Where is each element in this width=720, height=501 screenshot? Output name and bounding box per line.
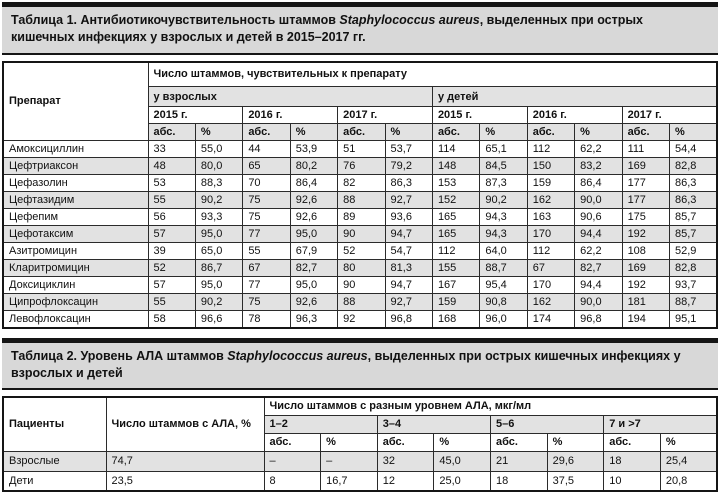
table1-adults-year-2016: 2016 г. xyxy=(243,107,338,124)
value-cell: 169 xyxy=(622,158,669,175)
value-cell: 57 xyxy=(148,277,195,294)
value-cell: 155 xyxy=(432,260,479,277)
value-cell: 53,7 xyxy=(385,141,432,158)
value-cell: 170 xyxy=(527,277,574,294)
value-cell: 94,3 xyxy=(480,209,527,226)
value-cell: 55 xyxy=(243,243,290,260)
table1-row xyxy=(3,158,717,175)
value-cell: 67 xyxy=(527,260,574,277)
value-cell: 159 xyxy=(432,294,479,311)
patient-group-cell: Взрослые xyxy=(3,451,106,471)
drug-name-cell: Цефтриаксон xyxy=(3,158,148,175)
ala-percent-cell: 23,5 xyxy=(106,471,264,491)
table1-row xyxy=(3,192,717,209)
table2-range-5-6: 5–6 xyxy=(491,415,604,433)
value-cell: 86,3 xyxy=(385,175,432,192)
table1-row xyxy=(3,175,717,192)
value-cell: 90,0 xyxy=(575,294,622,311)
drug-name-cell: Ципрофлоксацин xyxy=(3,294,148,311)
value-cell: 25,4 xyxy=(660,451,717,471)
table1-children-year-2016: 2016 г. xyxy=(527,107,622,124)
value-cell: 95,0 xyxy=(195,277,242,294)
value-cell: 168 xyxy=(432,311,479,328)
pct-header: % xyxy=(290,124,337,141)
value-cell: 96,3 xyxy=(290,311,337,328)
table2-range-1-2: 1–2 xyxy=(264,415,377,433)
pct-header: % xyxy=(434,433,491,451)
table1-strains-group-header: Число штаммов, чувствительных к препарату xyxy=(148,62,717,87)
value-cell: 65,1 xyxy=(480,141,527,158)
value-cell: 76 xyxy=(338,158,385,175)
pct-header: % xyxy=(575,124,622,141)
value-cell: 112 xyxy=(527,243,574,260)
abs-header: абс. xyxy=(432,124,479,141)
value-cell: 95,0 xyxy=(195,226,242,243)
value-cell: 75 xyxy=(243,192,290,209)
value-cell: 81,3 xyxy=(385,260,432,277)
value-cell: 18 xyxy=(604,451,661,471)
value-cell: 92,7 xyxy=(385,294,432,311)
value-cell: 152 xyxy=(432,192,479,209)
table1-row xyxy=(3,311,717,328)
value-cell: 29,6 xyxy=(547,451,604,471)
value-cell: 82,8 xyxy=(669,260,717,277)
value-cell: 88 xyxy=(338,294,385,311)
table2-ala-column-header: Число штаммов с АЛА, % xyxy=(106,397,264,451)
drug-name-cell: Цефтазидим xyxy=(3,192,148,209)
value-cell: 62,2 xyxy=(575,141,622,158)
pct-header: % xyxy=(321,433,378,451)
value-cell: 82,7 xyxy=(290,260,337,277)
table2-ala-group-header: Число штаммов с разным уровнем АЛА, мкг/мл xyxy=(264,397,717,415)
value-cell: 83,2 xyxy=(575,158,622,175)
table2-title xyxy=(2,338,718,391)
drug-name-cell: Кларитромицин xyxy=(3,260,148,277)
drug-name-cell: Азитромицин xyxy=(3,243,148,260)
value-cell: 90,0 xyxy=(575,192,622,209)
value-cell: 80,2 xyxy=(290,158,337,175)
value-cell: 88 xyxy=(338,192,385,209)
pct-header: % xyxy=(195,124,242,141)
value-cell: 55,0 xyxy=(195,141,242,158)
value-cell: 12 xyxy=(377,471,434,491)
value-cell: 65 xyxy=(243,158,290,175)
value-cell: 56 xyxy=(148,209,195,226)
value-cell: 90,2 xyxy=(480,192,527,209)
value-cell: 21 xyxy=(491,451,548,471)
value-cell: 94,7 xyxy=(385,277,432,294)
value-cell: 67,9 xyxy=(290,243,337,260)
species-name-italic: Staphylococcus aureus xyxy=(227,348,368,363)
value-cell: 163 xyxy=(527,209,574,226)
value-cell: 159 xyxy=(527,175,574,192)
abs-header: абс. xyxy=(338,124,385,141)
table1-row xyxy=(3,141,717,158)
value-cell: 162 xyxy=(527,192,574,209)
table1-row xyxy=(3,260,717,277)
pct-header: % xyxy=(660,433,717,451)
value-cell: 54,7 xyxy=(385,243,432,260)
value-cell: 85,7 xyxy=(669,226,717,243)
value-cell: 58 xyxy=(148,311,195,328)
table1-row xyxy=(3,294,717,311)
value-cell: 89 xyxy=(338,209,385,226)
drug-name-cell: Цефепим xyxy=(3,209,148,226)
value-cell: 86,7 xyxy=(195,260,242,277)
value-cell: 18 xyxy=(491,471,548,491)
value-cell: 75 xyxy=(243,209,290,226)
abs-header: абс. xyxy=(622,124,669,141)
value-cell: 32 xyxy=(377,451,434,471)
table2-ala-level xyxy=(2,396,718,492)
abs-header: абс. xyxy=(491,433,548,451)
value-cell: 112 xyxy=(527,141,574,158)
value-cell: 169 xyxy=(622,260,669,277)
drug-name-cell: Левофлоксацин xyxy=(3,311,148,328)
value-cell: 112 xyxy=(432,243,479,260)
value-cell: 82,8 xyxy=(669,158,717,175)
table2-row xyxy=(3,451,717,471)
value-cell: 54,4 xyxy=(669,141,717,158)
table1-title-text: Таблица 1. Антибиотикочувствительность штаммов xyxy=(11,13,340,27)
value-cell: 177 xyxy=(622,175,669,192)
value-cell: 108 xyxy=(622,243,669,260)
table1-row xyxy=(3,277,717,294)
value-cell: 25,0 xyxy=(434,471,491,491)
value-cell: 86,3 xyxy=(669,175,717,192)
value-cell: 84,5 xyxy=(480,158,527,175)
value-cell: 52,9 xyxy=(669,243,717,260)
value-cell: 48 xyxy=(148,158,195,175)
value-cell: 93,3 xyxy=(195,209,242,226)
value-cell: 111 xyxy=(622,141,669,158)
value-cell: 53,9 xyxy=(290,141,337,158)
value-cell: 70 xyxy=(243,175,290,192)
value-cell: 77 xyxy=(243,277,290,294)
value-cell: 65,0 xyxy=(195,243,242,260)
value-cell: 37,5 xyxy=(547,471,604,491)
abs-header: абс. xyxy=(604,433,661,451)
table1-row xyxy=(3,243,717,260)
value-cell: 170 xyxy=(527,226,574,243)
table1-title xyxy=(2,2,718,55)
abs-header: абс. xyxy=(264,433,321,451)
value-cell: 33 xyxy=(148,141,195,158)
table2-title-text: Таблица 2. Уровень АЛА штаммов xyxy=(11,348,228,363)
value-cell: 194 xyxy=(622,311,669,328)
value-cell: 93,7 xyxy=(669,277,717,294)
value-cell: 92,6 xyxy=(290,209,337,226)
value-cell: 162 xyxy=(527,294,574,311)
species-name-italic: Staphylococcus aureus xyxy=(339,13,480,27)
value-cell: 94,4 xyxy=(575,226,622,243)
value-cell: 165 xyxy=(432,226,479,243)
table1-drug-column-header: Препарат xyxy=(3,62,148,141)
table1-children-header: у детей xyxy=(432,87,717,107)
value-cell: 94,3 xyxy=(480,226,527,243)
value-cell: 90,8 xyxy=(480,294,527,311)
value-cell: 153 xyxy=(432,175,479,192)
value-cell: 94,4 xyxy=(575,277,622,294)
value-cell: 85,7 xyxy=(669,209,717,226)
value-cell: 8 xyxy=(264,471,321,491)
table1-title-text-2: , выделенных при острых кишечных инфекциях у взрослых и детей в 2015–2017 гг. xyxy=(11,13,644,45)
drug-name-cell: Доксициклин xyxy=(3,277,148,294)
value-cell: 92,7 xyxy=(385,192,432,209)
value-cell: – xyxy=(264,451,321,471)
patient-group-cell: Дети xyxy=(3,471,106,491)
table2-row xyxy=(3,471,717,491)
value-cell: 79,2 xyxy=(385,158,432,175)
pct-header: % xyxy=(547,433,604,451)
value-cell: 95,4 xyxy=(480,277,527,294)
value-cell: 86,3 xyxy=(669,192,717,209)
value-cell: 80 xyxy=(338,260,385,277)
table1-children-year-2017: 2017 г. xyxy=(622,107,717,124)
value-cell: 95,1 xyxy=(669,311,717,328)
table1-adults-header: у взрослых xyxy=(148,87,432,107)
value-cell: 181 xyxy=(622,294,669,311)
value-cell: 75 xyxy=(243,294,290,311)
abs-header: абс. xyxy=(377,433,434,451)
value-cell: 92,6 xyxy=(290,294,337,311)
value-cell: 94,7 xyxy=(385,226,432,243)
abs-header: абс. xyxy=(243,124,290,141)
value-cell: 55 xyxy=(148,294,195,311)
pct-header: % xyxy=(669,124,717,141)
table1-adults-year-2015: 2015 г. xyxy=(148,107,243,124)
table1-row xyxy=(3,209,717,226)
value-cell: 90 xyxy=(338,277,385,294)
value-cell: 88,7 xyxy=(669,294,717,311)
value-cell: 167 xyxy=(432,277,479,294)
value-cell: 57 xyxy=(148,226,195,243)
value-cell: 165 xyxy=(432,209,479,226)
table1-children-year-2015: 2015 г. xyxy=(432,107,527,124)
value-cell: 80,0 xyxy=(195,158,242,175)
value-cell: 95,0 xyxy=(290,277,337,294)
value-cell: 10 xyxy=(604,471,661,491)
value-cell: 77 xyxy=(243,226,290,243)
value-cell: 64,0 xyxy=(480,243,527,260)
pct-header: % xyxy=(480,124,527,141)
abs-header: абс. xyxy=(148,124,195,141)
value-cell: 175 xyxy=(622,209,669,226)
value-cell: 90,6 xyxy=(575,209,622,226)
value-cell: 78 xyxy=(243,311,290,328)
value-cell: 93,6 xyxy=(385,209,432,226)
table1-antibiotic-sensitivity xyxy=(2,61,718,329)
value-cell: 96,8 xyxy=(575,311,622,328)
value-cell: 52 xyxy=(148,260,195,277)
table1-row xyxy=(3,226,717,243)
value-cell: 87,3 xyxy=(480,175,527,192)
table2-patients-column-header: Пациенты xyxy=(3,397,106,451)
value-cell: 174 xyxy=(527,311,574,328)
value-cell: 192 xyxy=(622,226,669,243)
ala-percent-cell: 74,7 xyxy=(106,451,264,471)
value-cell: 150 xyxy=(527,158,574,175)
table2-section xyxy=(2,338,718,493)
value-cell: 82,7 xyxy=(575,260,622,277)
value-cell: 53 xyxy=(148,175,195,192)
table2-range-7plus: 7 и >7 xyxy=(604,415,717,433)
value-cell: 67 xyxy=(243,260,290,277)
value-cell: 82 xyxy=(338,175,385,192)
value-cell: 52 xyxy=(338,243,385,260)
value-cell: 96,0 xyxy=(480,311,527,328)
value-cell: 92,6 xyxy=(290,192,337,209)
value-cell: 96,6 xyxy=(195,311,242,328)
value-cell: 55 xyxy=(148,192,195,209)
table1-section xyxy=(2,2,718,329)
drug-name-cell: Амоксициллин xyxy=(3,141,148,158)
drug-name-cell: Цефазолин xyxy=(3,175,148,192)
value-cell: 45,0 xyxy=(434,451,491,471)
value-cell: 88,7 xyxy=(480,260,527,277)
value-cell: 90 xyxy=(338,226,385,243)
value-cell: 20,8 xyxy=(660,471,717,491)
value-cell: 39 xyxy=(148,243,195,260)
value-cell: 177 xyxy=(622,192,669,209)
value-cell: 88,3 xyxy=(195,175,242,192)
value-cell: 90,2 xyxy=(195,294,242,311)
pct-header: % xyxy=(385,124,432,141)
value-cell: 16,7 xyxy=(321,471,378,491)
value-cell: 86,4 xyxy=(290,175,337,192)
value-cell: 95,0 xyxy=(290,226,337,243)
table2-range-3-4: 3–4 xyxy=(377,415,490,433)
value-cell: 114 xyxy=(432,141,479,158)
value-cell: – xyxy=(321,451,378,471)
value-cell: 86,4 xyxy=(575,175,622,192)
value-cell: 51 xyxy=(338,141,385,158)
value-cell: 192 xyxy=(622,277,669,294)
value-cell: 148 xyxy=(432,158,479,175)
drug-name-cell: Цефотаксим xyxy=(3,226,148,243)
table1-adults-year-2017: 2017 г. xyxy=(338,107,433,124)
abs-header: абс. xyxy=(527,124,574,141)
value-cell: 92 xyxy=(338,311,385,328)
value-cell: 62,2 xyxy=(575,243,622,260)
value-cell: 44 xyxy=(243,141,290,158)
value-cell: 90,2 xyxy=(195,192,242,209)
table2-title-text-2: , выделенных при острых кишечных инфекциях у взрослых и детей xyxy=(11,348,681,380)
value-cell: 96,8 xyxy=(385,311,432,328)
